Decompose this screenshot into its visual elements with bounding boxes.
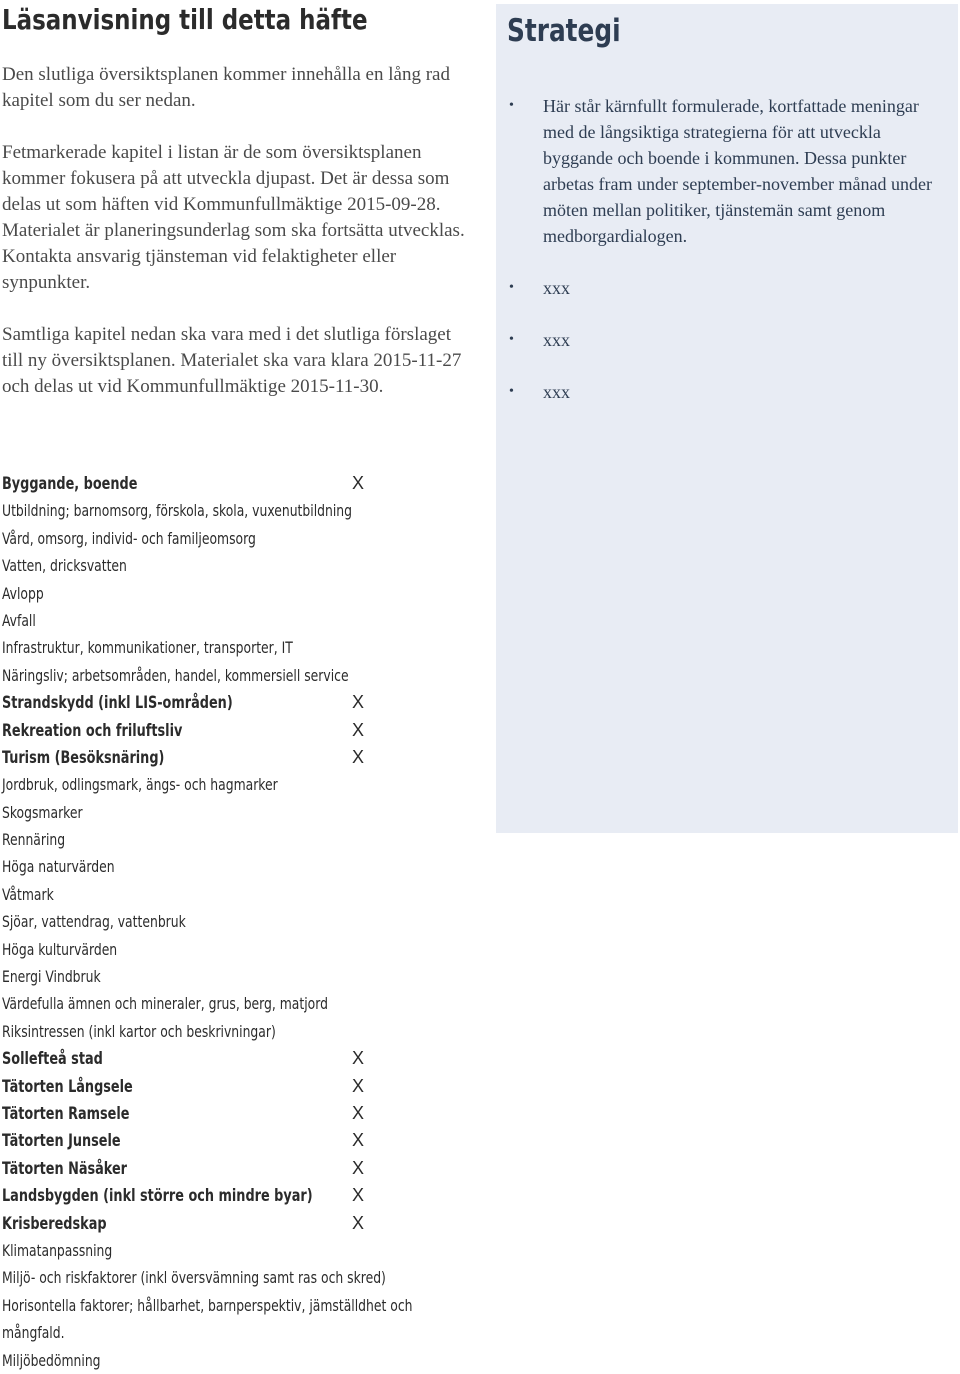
focus-mark: X: [352, 719, 365, 740]
strategy-item-text: xxx: [543, 278, 570, 298]
focus-mark: X: [352, 1157, 365, 1178]
chapter-item: [2, 771, 502, 798]
chapter-item: [2, 1182, 502, 1209]
focus-mark: X: [352, 1185, 365, 1206]
chapter-name: Riksintressen (inkl kartor och beskrivningar): [2, 1021, 276, 1041]
chapter-item: [2, 990, 502, 1017]
chapter-name: Utbildning; barnomsorg, förskola, skola, vuxenutbildning: [2, 501, 352, 521]
strategy-item-text: Här står kärnfullt formulerade, kortfattade meningar med de långsiktiga strategierna för att utveckla byggande och boende i kommunen. Dessa punkter arbetas fram under september-november månad under möten mellan politiker, tjänstemän samt genom medborgardialogen.: [543, 96, 932, 246]
strategy-box: [496, 4, 958, 833]
strategy-item: [496, 327, 946, 353]
bullet-icon: •: [509, 332, 514, 347]
bullet-icon: •: [509, 280, 514, 295]
strategy-list: [496, 93, 946, 431]
chapter-name: Byggande, boende: [2, 474, 138, 494]
chapter-list: [2, 470, 502, 1374]
chapter-item: [2, 497, 502, 524]
chapter-name: Näringsliv; arbetsområden, handel, kommersiell service: [2, 665, 349, 685]
chapter-name: Tätorten Långsele: [2, 1076, 133, 1097]
chapter-name: Horisontella faktorer; hållbarhet, barnperspektiv, jämställdhet och mångfald.: [2, 1295, 413, 1343]
chapter-item: [2, 1237, 502, 1264]
chapter-name: Miljö- och riskfaktorer (inkl översvämning samt ras och skred): [2, 1268, 386, 1288]
strategy-item: [496, 275, 946, 301]
intro-paragraph: Den slutliga översiktsplanen kommer innehålla en lång rad kapitel som du ser nedan.: [2, 64, 450, 111]
chapter-name: Rennäring: [2, 830, 66, 850]
page-heading: Läsanvisning till detta häfte: [2, 3, 368, 36]
chapter-item: [2, 662, 502, 689]
focus-mark: X: [352, 1130, 365, 1151]
chapter-name: Rekreation och friluftsliv: [2, 720, 183, 741]
chapter-name: Tätorten Junsele: [2, 1131, 121, 1152]
chapter-name: Miljöbedömning: [2, 1350, 101, 1370]
strategy-item: [496, 379, 946, 405]
chapter-name: Tätorten Näsåker: [2, 1158, 128, 1179]
chapter-item: [2, 580, 502, 607]
chapter-item: [2, 1127, 502, 1154]
chapter-item: [2, 1210, 502, 1237]
chapter-name: Avfall: [2, 610, 36, 630]
chapter-name: Våtmark: [2, 884, 54, 904]
chapter-item: [2, 1073, 502, 1100]
chapter-name: Vatten, dricksvatten: [2, 556, 127, 576]
chapter-item: [2, 799, 502, 826]
chapter-name: Höga naturvärden: [2, 857, 115, 877]
chapter-name: Värdefulla ämnen och mineraler, grus, berg, matjord: [2, 994, 328, 1014]
intro-text: [2, 62, 472, 400]
chapter-item: [2, 689, 502, 716]
bullet-icon: •: [509, 98, 514, 113]
focus-mark: X: [352, 746, 365, 767]
chapter-name: Infrastruktur, kommunikationer, transporter, IT: [2, 638, 293, 658]
chapter-item: [2, 1264, 502, 1291]
chapter-name: Jordbruk, odlingsmark, ängs- och hagmarker: [2, 775, 278, 795]
chapter-item: [2, 936, 502, 963]
focus-mark: X: [352, 1048, 365, 1069]
chapter-item: [2, 470, 502, 497]
focus-mark: X: [352, 1075, 365, 1096]
chapter-item: [2, 963, 502, 990]
chapter-item: [2, 1100, 502, 1127]
chapter-name: Sollefteå stad: [2, 1049, 103, 1070]
focus-mark: X: [352, 692, 365, 713]
chapter-name: Tätorten Ramsele: [2, 1103, 130, 1124]
focus-mark: X: [352, 473, 365, 493]
chapter-item: [2, 607, 502, 634]
chapter-item: [2, 826, 502, 853]
strategy-item-text: xxx: [543, 330, 570, 350]
chapter-item: [2, 552, 502, 579]
chapter-item: [2, 1292, 502, 1347]
focus-mark: X: [352, 1212, 365, 1233]
chapter-item: [2, 1155, 502, 1182]
intro-paragraph: Samtliga kapitel nedan ska vara med i det slutliga förslaget till ny översiktsplanen. Materialet ska vara klara 2015-11-27 och delas ut vid Kommunfullmäktige 2015-11-30.: [2, 324, 462, 397]
chapter-name: Vård, omsorg, individ- och familjeomsorg: [2, 528, 256, 548]
chapter-name: Turism (Besöksnäring): [2, 747, 165, 768]
chapter-name: Avlopp: [2, 583, 44, 603]
chapter-item: [2, 881, 502, 908]
strategy-item-text: xxx: [543, 382, 570, 402]
chapter-name: Klimatanpassning: [2, 1240, 113, 1260]
chapter-item: [2, 525, 502, 552]
chapter-name: Höga kulturvärden: [2, 939, 118, 959]
chapter-item: [2, 744, 502, 771]
chapter-item: [2, 1045, 502, 1072]
strategy-title: Strategi: [507, 13, 621, 49]
chapter-item: [2, 853, 502, 880]
chapter-name: Energi Vindbruk: [2, 967, 101, 987]
chapter-name: Krisberedskap: [2, 1213, 107, 1234]
chapter-name: Sjöar, vattendrag, vattenbruk: [2, 912, 186, 932]
chapter-item: [2, 1347, 502, 1374]
chapter-item: [2, 1018, 502, 1045]
focus-mark: X: [352, 1102, 365, 1123]
chapter-item: [2, 634, 502, 661]
strategy-item: [496, 93, 946, 249]
intro-paragraph: Fetmarkerade kapitel i listan är de som översiktsplanen kommer fokusera på att utveckla djupast. Det är dessa som delas ut som häften vid Kommunfullmäktige 2015-09-28. Materialet är planeringsunderlag som ska fortsätta utvecklas. Kontakta ansvarig tjänsteman vid felaktigheter eller synpunkter.: [2, 142, 465, 293]
bullet-icon: •: [509, 384, 514, 399]
chapter-item: [2, 908, 502, 935]
chapter-item: [2, 717, 502, 744]
chapter-name: Strandskydd (inkl LIS-områden): [2, 693, 233, 714]
chapter-name: Skogsmarker: [2, 802, 83, 822]
chapter-name: Landsbygden (inkl större och mindre byar): [2, 1186, 313, 1207]
